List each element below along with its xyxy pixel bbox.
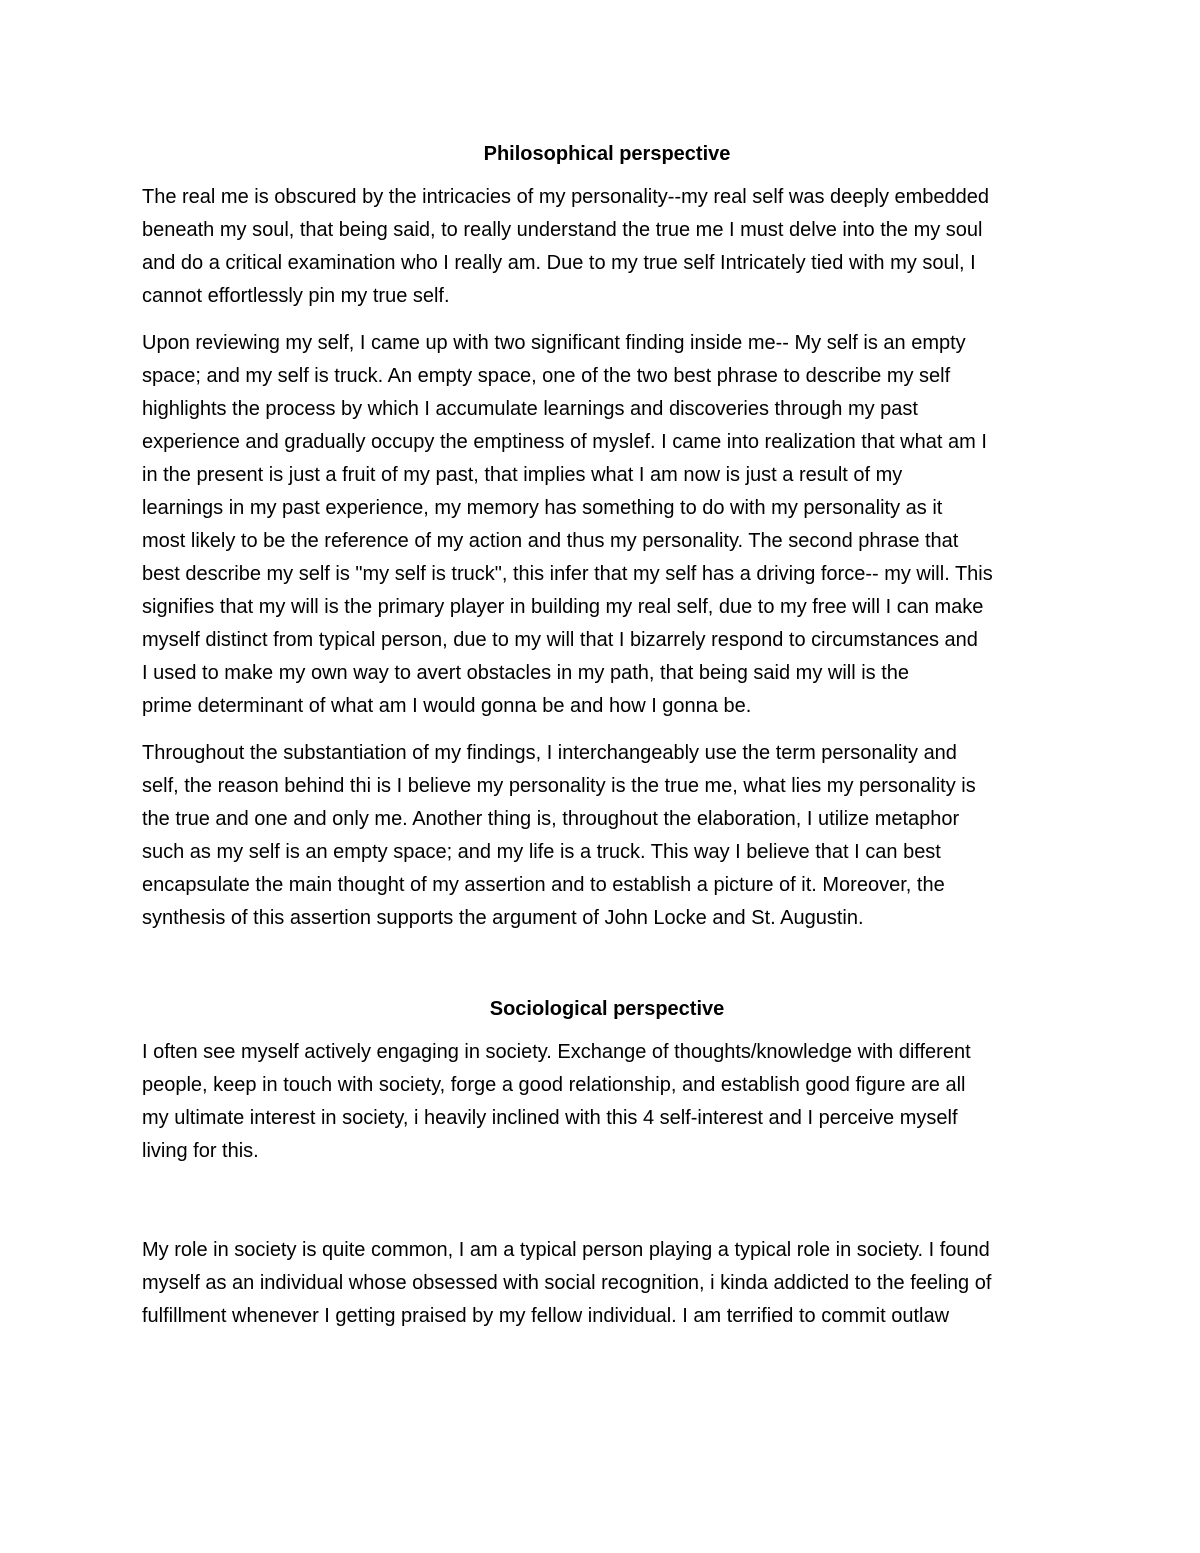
text-line: learnings in my past experience, my memory has something to do with my personality as it — [142, 497, 943, 519]
text-line: My role in society is quite common, I am a typical person playing a typical role in society. I found — [142, 1239, 990, 1261]
text-line: people, keep in touch with society, forge a good relationship, and establish good figure are all — [142, 1074, 966, 1096]
text-line: myself as an individual whose obsessed with social recognition, i kinda addicted to the feeling of — [142, 1272, 992, 1294]
text-line: The real me is obscured by the intricacies of my personality--my real self was deeply embedded — [142, 186, 990, 208]
text-line: living for this. — [142, 1140, 259, 1162]
text-line: experience and gradually occupy the emptiness of myslef. I came into realization that what am I — [142, 431, 987, 453]
text-line: synthesis of this assertion supports the argument of John Locke and St. Augustin. — [142, 907, 864, 929]
text-line: the true and one and only me. Another thing is, throughout the elaboration, I utilize metaphor — [142, 808, 960, 830]
paragraph — [142, 181, 1072, 313]
paragraph — [142, 1036, 1072, 1168]
blank-space — [142, 949, 1072, 993]
paragraph — [142, 327, 1072, 723]
paragraph — [142, 1234, 1072, 1333]
text-line: space; and my self is truck. An empty space, one of the two best phrase to describe my self — [142, 365, 951, 387]
document-body — [142, 138, 1072, 1347]
text-line: and do a critical examination who I really am. Due to my true self Intricately tied with my soul, I — [142, 252, 976, 274]
text-line: I often see myself actively engaging in society. Exchange of thoughts/knowledge with different — [142, 1041, 971, 1063]
text-line: cannot effortlessly pin my true self. — [142, 285, 450, 307]
paragraph — [142, 737, 1072, 935]
text-line: most likely to be the reference of my action and thus my personality. The second phrase that — [142, 530, 959, 552]
blank-space — [142, 1182, 1072, 1234]
text-line: I used to make my own way to avert obstacles in my path, that being said my will is the — [142, 662, 910, 684]
section-heading-philosophical: Philosophical perspective — [483, 143, 731, 165]
text-line: Upon reviewing my self, I came up with two significant finding inside me-- My self is an empty — [142, 332, 966, 354]
text-line: such as my self is an empty space; and my life is a truck. This way I believe that I can best — [142, 841, 941, 863]
text-line: fulfillment whenever I getting praised by my fellow individual. I am terrified to commit outlaw — [142, 1305, 950, 1327]
text-line: signifies that my will is the primary player in building my real self, due to my free will I can make — [142, 596, 984, 618]
text-line: beneath my soul, that being said, to really understand the true me I must delve into the my soul — [142, 219, 983, 241]
text-line: best describe my self is "my self is truck", this infer that my self has a driving force-- my will. This — [142, 563, 993, 585]
text-line: myself distinct from typical person, due to my will that I bizarrely respond to circumstances and — [142, 629, 978, 651]
text-line: prime determinant of what am I would gonna be and how I gonna be. — [142, 695, 752, 717]
text-line: in the present is just a fruit of my past, that implies what I am now is just a result of my — [142, 464, 903, 486]
section-heading-sociological: Sociological perspective — [489, 998, 725, 1020]
text-line: my ultimate interest in society, i heavily inclined with this 4 self-interest and I perceive myself — [142, 1107, 958, 1129]
text-line: highlights the process by which I accumulate learnings and discoveries through my past — [142, 398, 918, 420]
text-line: self, the reason behind thi is I believe my personality is the true me, what lies my personality is — [142, 775, 976, 797]
text-line: encapsulate the main thought of my assertion and to establish a picture of it. Moreover, the — [142, 874, 945, 896]
text-line: Throughout the substantiation of my findings, I interchangeably use the term personality and — [142, 742, 957, 764]
